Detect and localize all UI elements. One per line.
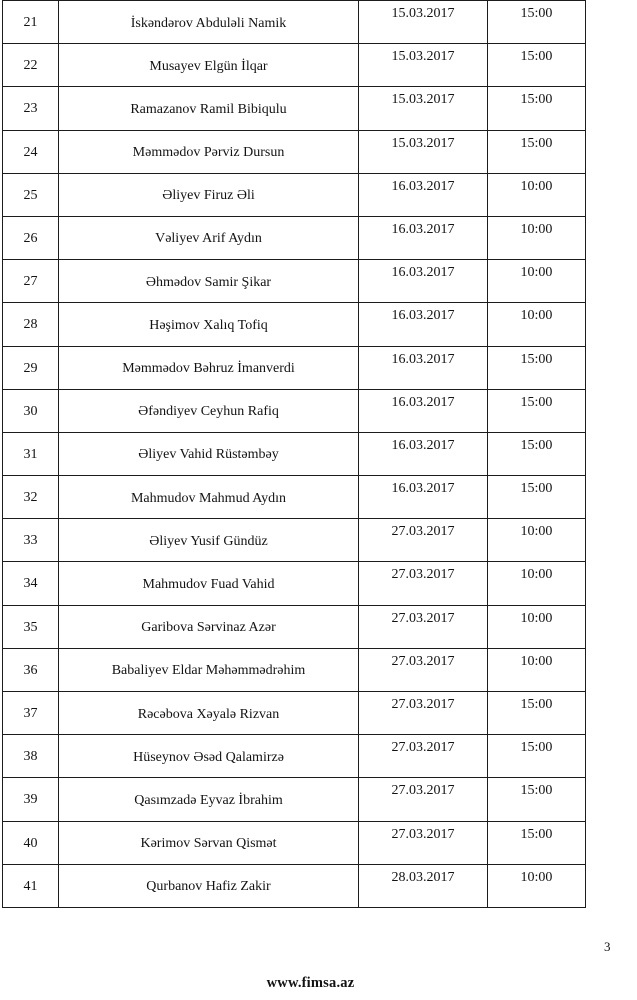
table-row (3, 648, 586, 691)
table-row (3, 44, 586, 87)
table-row (3, 519, 586, 562)
person-name-cell: Həşimov Xalıq Tofiq (59, 303, 359, 346)
exam-date-cell: 27.03.2017 (359, 692, 488, 735)
row-index-cell: 21 (3, 1, 59, 44)
exam-date-cell: 15.03.2017 (359, 44, 488, 87)
exam-date-cell: 27.03.2017 (359, 778, 488, 821)
exam-time-cell: 15:00 (488, 130, 586, 173)
exam-time-cell: 10:00 (488, 648, 586, 691)
exam-date-cell: 27.03.2017 (359, 821, 488, 864)
table-row (3, 1, 586, 44)
row-index-cell: 32 (3, 476, 59, 519)
exam-date-cell: 16.03.2017 (359, 432, 488, 475)
exam-date-cell: 15.03.2017 (359, 130, 488, 173)
table-row (3, 735, 586, 778)
exam-date-cell: 27.03.2017 (359, 519, 488, 562)
person-name-cell: Ramazanov Ramil Bibiqulu (59, 87, 359, 130)
row-index-cell: 35 (3, 605, 59, 648)
exam-date-cell: 27.03.2017 (359, 648, 488, 691)
exam-time-cell: 10:00 (488, 519, 586, 562)
table-row (3, 130, 586, 173)
row-index-cell: 22 (3, 44, 59, 87)
exam-time-cell: 15:00 (488, 476, 586, 519)
exam-time-cell: 10:00 (488, 303, 586, 346)
person-name-cell: Kərimov Sərvan Qismət (59, 821, 359, 864)
row-index-cell: 37 (3, 692, 59, 735)
row-index-cell: 36 (3, 648, 59, 691)
row-index-cell: 24 (3, 130, 59, 173)
exam-time-cell: 10:00 (488, 260, 586, 303)
exam-date-cell: 15.03.2017 (359, 87, 488, 130)
exam-time-cell: 15:00 (488, 389, 586, 432)
exam-date-cell: 27.03.2017 (359, 605, 488, 648)
table-row (3, 173, 586, 216)
table-row (3, 605, 586, 648)
table-row (3, 260, 586, 303)
person-name-cell: Mahmudov Fuad Vahid (59, 562, 359, 605)
table-row (3, 692, 586, 735)
person-name-cell: Qurbanov Hafiz Zakir (59, 864, 359, 907)
row-index-cell: 26 (3, 216, 59, 259)
person-name-cell: Mahmudov Mahmud Aydın (59, 476, 359, 519)
person-name-cell: Qasımzadə Eyvaz İbrahim (59, 778, 359, 821)
table-row (3, 346, 586, 389)
exam-date-cell: 16.03.2017 (359, 476, 488, 519)
exam-time-cell: 15:00 (488, 1, 586, 44)
table-row (3, 389, 586, 432)
row-index-cell: 30 (3, 389, 59, 432)
table-row (3, 864, 586, 907)
footer-website: www.fimsa.az (266, 975, 355, 991)
row-index-cell: 29 (3, 346, 59, 389)
exam-date-cell: 16.03.2017 (359, 303, 488, 346)
exam-date-cell: 15.03.2017 (359, 1, 488, 44)
exam-time-cell: 10:00 (488, 562, 586, 605)
person-name-cell: Məmmədov Pərviz Dursun (59, 130, 359, 173)
person-name-cell: Babaliyev Eldar Məhəmmədrəhim (59, 648, 359, 691)
exam-time-cell: 10:00 (488, 173, 586, 216)
schedule-table (2, 0, 586, 908)
table-row (3, 432, 586, 475)
table-row (3, 821, 586, 864)
schedule-table-body (3, 1, 586, 908)
row-index-cell: 23 (3, 87, 59, 130)
exam-date-cell: 16.03.2017 (359, 173, 488, 216)
person-name-cell: Əliyev Vahid Rüstəmbəy (59, 432, 359, 475)
page-number: 3 (604, 939, 611, 954)
exam-date-cell: 28.03.2017 (359, 864, 488, 907)
exam-time-cell: 15:00 (488, 44, 586, 87)
row-index-cell: 40 (3, 821, 59, 864)
row-index-cell: 33 (3, 519, 59, 562)
exam-time-cell: 15:00 (488, 735, 586, 778)
exam-time-cell: 15:00 (488, 778, 586, 821)
row-index-cell: 34 (3, 562, 59, 605)
person-name-cell: Rəcəbova Xəyalə Rizvan (59, 692, 359, 735)
row-index-cell: 27 (3, 260, 59, 303)
person-name-cell: İskəndərov Abduləli Namik (59, 1, 359, 44)
person-name-cell: Vəliyev Arif Aydın (59, 216, 359, 259)
table-row (3, 476, 586, 519)
exam-date-cell: 16.03.2017 (359, 260, 488, 303)
table-row (3, 778, 586, 821)
exam-time-cell: 10:00 (488, 605, 586, 648)
exam-time-cell: 10:00 (488, 216, 586, 259)
row-index-cell: 25 (3, 173, 59, 216)
exam-date-cell: 16.03.2017 (359, 389, 488, 432)
exam-time-cell: 15:00 (488, 821, 586, 864)
exam-time-cell: 10:00 (488, 864, 586, 907)
person-name-cell: Əhmədov Samir Şikar (59, 260, 359, 303)
table-row (3, 87, 586, 130)
row-index-cell: 41 (3, 864, 59, 907)
table-row (3, 562, 586, 605)
table-row (3, 303, 586, 346)
person-name-cell: Əliyev Firuz Əli (59, 173, 359, 216)
row-index-cell: 39 (3, 778, 59, 821)
row-index-cell: 28 (3, 303, 59, 346)
exam-time-cell: 15:00 (488, 432, 586, 475)
person-name-cell: Əliyev Yusif Gündüz (59, 519, 359, 562)
exam-date-cell: 27.03.2017 (359, 735, 488, 778)
exam-time-cell: 15:00 (488, 346, 586, 389)
exam-date-cell: 27.03.2017 (359, 562, 488, 605)
exam-time-cell: 15:00 (488, 87, 586, 130)
exam-date-cell: 16.03.2017 (359, 216, 488, 259)
row-index-cell: 31 (3, 432, 59, 475)
person-name-cell: Məmmədov Bəhruz İmanverdi (59, 346, 359, 389)
row-index-cell: 38 (3, 735, 59, 778)
person-name-cell: Musayev Elgün İlqar (59, 44, 359, 87)
table-row (3, 216, 586, 259)
person-name-cell: Əfəndiyev Ceyhun Rafiq (59, 389, 359, 432)
exam-date-cell: 16.03.2017 (359, 346, 488, 389)
exam-time-cell: 15:00 (488, 692, 586, 735)
person-name-cell: Hüseynov Əsəd Qalamirzə (59, 735, 359, 778)
person-name-cell: Garibova Sərvinaz Azər (59, 605, 359, 648)
